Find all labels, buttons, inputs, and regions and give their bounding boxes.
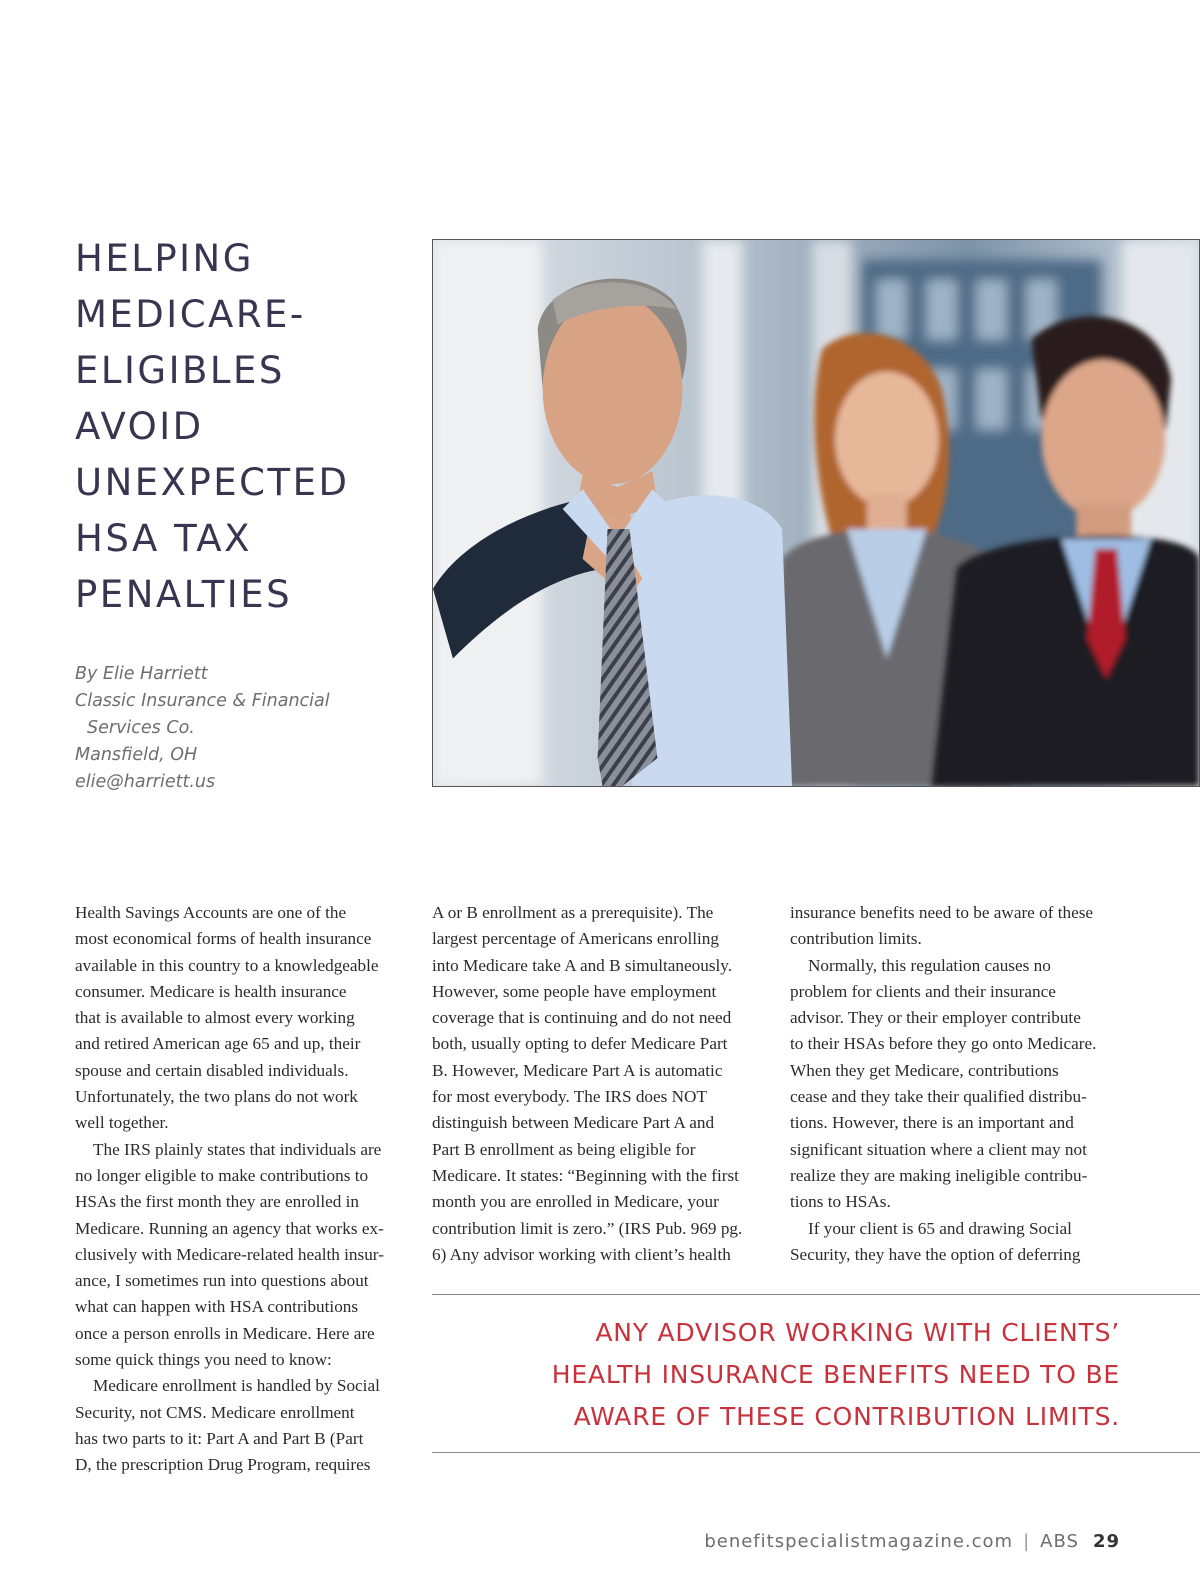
pullquote bbox=[440, 1312, 1120, 1438]
paragraph bbox=[75, 1137, 410, 1374]
text-line: HSAs the first month they are enrolled in bbox=[75, 1192, 360, 1212]
text-line: ance, I sometimes run into questions about bbox=[75, 1271, 369, 1291]
text-line: Unfortunately, the two plans do not work bbox=[75, 1087, 358, 1107]
text-line: contribution limit is zero.” (IRS Pub. 969 pg. bbox=[432, 1218, 743, 1238]
text-line: once a person enrolls in Medicare. Here are bbox=[75, 1323, 375, 1343]
text-line: Normally, this regulation causes no bbox=[808, 955, 1051, 975]
text-line: to their HSAs before they go onto Medicare. bbox=[790, 1034, 1097, 1054]
text-line: well together. bbox=[75, 1113, 169, 1133]
text-line: D, the prescription Drug Program, requires bbox=[75, 1455, 371, 1475]
body-column-2 bbox=[432, 900, 767, 1268]
title-line: ELIGIBLES bbox=[75, 349, 285, 392]
text-line: The IRS plainly states that individuals are bbox=[93, 1139, 382, 1159]
paragraph bbox=[432, 900, 767, 1268]
text-line: what can happen with HSA contributions bbox=[75, 1297, 359, 1317]
body-column-1 bbox=[75, 900, 410, 1479]
footer-site[interactable]: benefitspecialistmagazine.com bbox=[704, 1531, 1014, 1552]
pullquote-line: ANY ADVISOR WORKING WITH CLIENTS’ bbox=[595, 1318, 1120, 1347]
text-line: that is available to almost every working bbox=[75, 1008, 355, 1028]
text-line: If your client is 65 and drawing Social bbox=[808, 1218, 1072, 1238]
text-line: consumer. Medicare is health insurance bbox=[75, 981, 347, 1001]
footer-separator: | bbox=[1023, 1531, 1031, 1552]
text-line: month you are enrolled in Medicare, your bbox=[432, 1192, 719, 1212]
text-line: some quick things you need to know: bbox=[75, 1350, 332, 1370]
paragraph bbox=[790, 1216, 1125, 1269]
author-location: Mansfield, OH bbox=[75, 745, 198, 765]
text-line: 6) Any advisor working with client’s health bbox=[432, 1244, 731, 1264]
text-line: no longer eligible to make contributions to bbox=[75, 1165, 369, 1185]
footer-section: ABS bbox=[1040, 1531, 1079, 1552]
page-footer bbox=[704, 1531, 1120, 1552]
text-line: A or B enrollment as a prerequisite). The bbox=[432, 903, 714, 922]
page-number: 29 bbox=[1092, 1531, 1120, 1552]
text-line: contribution limits. bbox=[790, 929, 922, 949]
title-line: PENALTIES bbox=[75, 573, 293, 616]
pullquote-rule-top bbox=[432, 1294, 1200, 1295]
text-line: available in this country to a knowledgeable bbox=[75, 955, 379, 975]
pullquote-line: HEALTH INSURANCE BENEFITS NEED TO BE bbox=[551, 1360, 1120, 1389]
article-photo bbox=[432, 239, 1200, 787]
text-line: Medicare enrollment is handled by Social bbox=[93, 1376, 380, 1396]
text-line: Health Savings Accounts are one of the bbox=[75, 903, 347, 922]
photo-illustration bbox=[433, 240, 1199, 786]
text-line: tions to HSAs. bbox=[790, 1192, 891, 1212]
author-byline bbox=[75, 661, 330, 796]
text-line: for most everybody. The IRS does NOT bbox=[432, 1087, 707, 1107]
author-company-cont: Services Co. bbox=[87, 718, 195, 738]
text-line: advisor. They or their employer contribute bbox=[790, 1008, 1081, 1028]
text-line: both, usually opting to defer Medicare Part bbox=[432, 1034, 728, 1054]
title-line: MEDICARE- bbox=[75, 293, 306, 336]
text-line: Medicare. Running an agency that works ex- bbox=[75, 1218, 384, 1238]
paragraph bbox=[790, 900, 1125, 953]
text-line: problem for clients and their insurance bbox=[790, 981, 1056, 1001]
text-line: has two parts to it: Part A and Part B (Part bbox=[75, 1428, 364, 1448]
paragraph bbox=[75, 900, 410, 1137]
text-line: B. However, Medicare Part A is automatic bbox=[432, 1060, 723, 1080]
text-line: realize they are making ineligible contribu- bbox=[790, 1165, 1088, 1185]
author-company: Classic Insurance & Financial bbox=[75, 691, 330, 711]
text-line: When they get Medicare, contributions bbox=[790, 1060, 1059, 1080]
author-name: By Elie Harriett bbox=[75, 664, 208, 684]
text-line: Part B enrollment as being eligible for bbox=[432, 1139, 696, 1159]
paragraph bbox=[75, 1373, 410, 1478]
title-line: HSA TAX bbox=[75, 517, 252, 560]
text-line: spouse and certain disabled individuals. bbox=[75, 1060, 349, 1080]
text-line: Security, not CMS. Medicare enrollment bbox=[75, 1402, 355, 1422]
text-line: and retired American age 65 and up, their bbox=[75, 1034, 361, 1054]
title-line: AVOID bbox=[75, 405, 204, 448]
text-line: tions. However, there is an important and bbox=[790, 1113, 1074, 1133]
text-line: into Medicare take A and B simultaneously. bbox=[432, 955, 733, 975]
text-line: Medicare. It states: “Beginning with the first bbox=[432, 1165, 739, 1185]
text-line: Security, they have the option of deferring bbox=[790, 1244, 1081, 1264]
text-line: However, some people have employment bbox=[432, 981, 717, 1001]
text-line: coverage that is continuing and do not need bbox=[432, 1008, 732, 1028]
pullquote-rule-bottom bbox=[432, 1452, 1200, 1453]
text-line: cease and they take their qualified distribu- bbox=[790, 1087, 1087, 1107]
text-line: largest percentage of Americans enrolling bbox=[432, 929, 719, 949]
text-line: clusively with Medicare-related health insur- bbox=[75, 1244, 384, 1264]
text-line: distinguish between Medicare Part A and bbox=[432, 1113, 715, 1133]
body-column-3 bbox=[790, 900, 1125, 1268]
article-title bbox=[75, 231, 415, 623]
pullquote-line: AWARE OF THESE CONTRIBUTION LIMITS. bbox=[573, 1402, 1120, 1431]
title-line: UNEXPECTED bbox=[75, 461, 350, 504]
author-email[interactable]: elie@harriett.us bbox=[75, 772, 216, 792]
title-line: HELPING bbox=[75, 237, 254, 280]
text-line: insurance benefits need to be aware of these bbox=[790, 903, 1094, 922]
text-line: significant situation where a client may not bbox=[790, 1139, 1087, 1159]
paragraph bbox=[790, 953, 1125, 1216]
text-line: most economical forms of health insurance bbox=[75, 929, 372, 949]
